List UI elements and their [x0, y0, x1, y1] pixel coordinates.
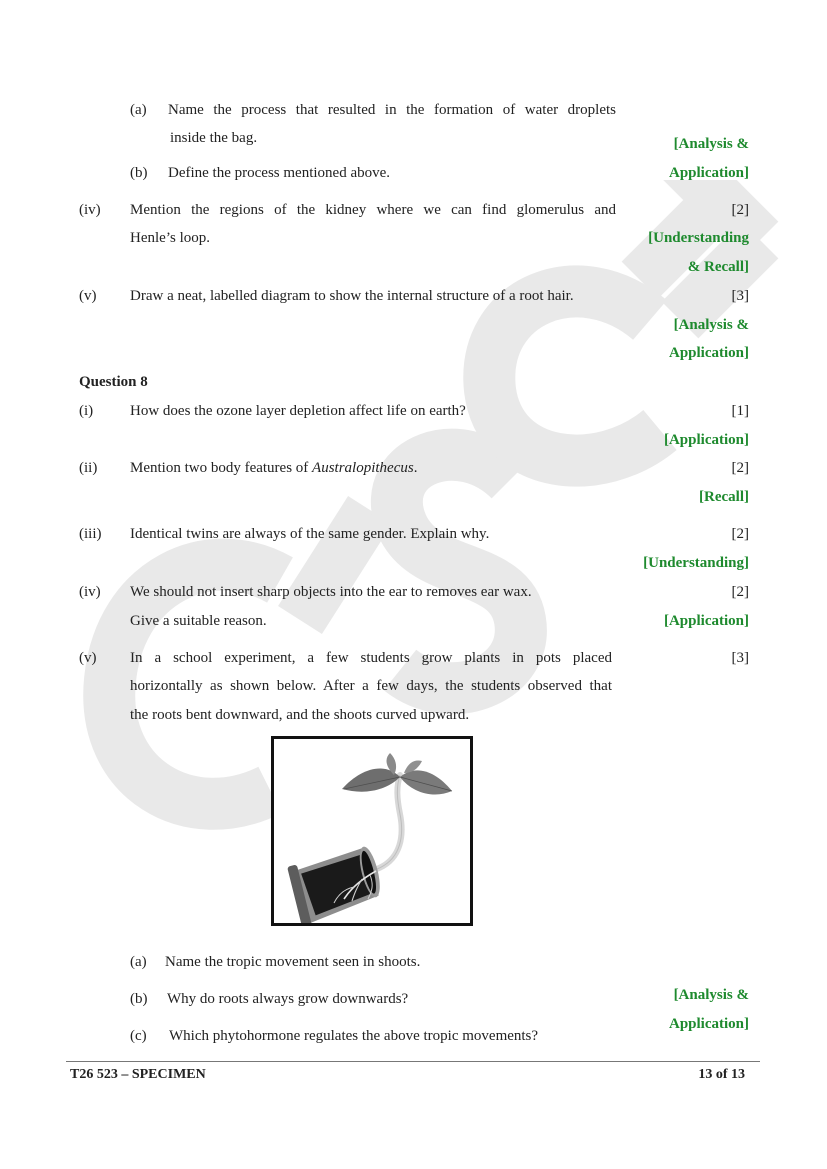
question-heading: Question 8 — [79, 374, 148, 390]
cognitive-tag: [Understanding] — [643, 555, 749, 571]
part-a-line2: inside the bag. — [170, 130, 258, 146]
question-number: (iv) — [79, 584, 101, 600]
cognitive-tag: [Analysis & — [673, 136, 749, 152]
question-text: Identical twins are always of the same gender. Explain why. — [130, 526, 490, 542]
cognitive-tag: Application] — [668, 165, 749, 181]
part-b-text: Define the process mentioned above. — [168, 165, 391, 181]
cognitive-tag: [Understanding — [648, 230, 749, 246]
part-c-text: Which phytohormone regulates the above tropic movements? — [169, 1028, 539, 1044]
question-text: Draw a neat, labelled diagram to show the internal structure of a root hair. — [130, 288, 574, 304]
part-b-label: (b) — [130, 991, 148, 1007]
question-text-line1: In a school experiment, a few students grow plants in pots placed — [130, 650, 612, 666]
footer-divider — [66, 1061, 760, 1062]
marks: [1] — [731, 403, 749, 419]
question-number: (v) — [79, 650, 97, 666]
paper-code: T26 523 – SPECIMEN — [70, 1067, 206, 1082]
marks: [3] — [731, 288, 749, 304]
cognitive-tag: [Analysis & — [673, 987, 749, 1003]
cognitive-tag: [Application] — [663, 432, 749, 448]
question-text-line1: Mention the regions of the kidney where we can find glomerulus and — [130, 202, 616, 218]
cognitive-tag: Application] — [668, 1016, 749, 1032]
question-text-line2: Henle’s loop. — [130, 230, 210, 246]
question-text-line2: horizontally as shown below. After a few days, the students observed that — [130, 678, 612, 694]
marks: [3] — [731, 650, 749, 666]
question-number: (v) — [79, 288, 97, 304]
question-number: (iv) — [79, 202, 101, 218]
question-number: (ii) — [79, 460, 98, 476]
marks: [2] — [731, 202, 749, 218]
part-a-label: (a) — [130, 954, 147, 970]
plant-pot-figure — [271, 736, 473, 926]
question-text-plain: Mention two body features of — [130, 460, 313, 476]
cognitive-tag: [Application] — [663, 613, 749, 629]
part-b-label: (b) — [130, 165, 148, 181]
question-number: (i) — [79, 403, 94, 419]
cognitive-tag: [Analysis & — [673, 317, 749, 333]
cognitive-tag: [Recall] — [699, 489, 749, 505]
question-number: (iii) — [79, 526, 102, 542]
question-text: How does the ozone layer depletion affect life on earth? — [130, 403, 466, 419]
plant-illustration — [274, 739, 470, 923]
page-number: 13 of 13 — [698, 1067, 745, 1082]
cognitive-tag: & Recall] — [687, 259, 749, 275]
question-text-plain: . — [413, 460, 418, 476]
part-a-text: Name the tropic movement seen in shoots. — [165, 954, 421, 970]
marks: [2] — [731, 460, 749, 476]
question-text-line1: We should not insert sharp objects into the ear to removes ear wax. — [130, 584, 532, 600]
marks: [2] — [731, 526, 749, 542]
part-b-text: Why do roots always grow downwards? — [167, 991, 409, 1007]
cognitive-tag: Application] — [668, 345, 749, 361]
species-name: Australopithecus — [312, 460, 414, 476]
part-a-label: (a) — [130, 102, 147, 118]
question-text-line3: the roots bent downward, and the shoots curved upward. — [130, 707, 470, 723]
question-text — [130, 459, 417, 477]
part-a-line1: Name the process that resulted in the formation of water droplets — [168, 102, 616, 118]
marks: [2] — [731, 584, 749, 600]
part-c-label: (c) — [130, 1028, 147, 1044]
question-text-line2: Give a suitable reason. — [130, 613, 267, 629]
